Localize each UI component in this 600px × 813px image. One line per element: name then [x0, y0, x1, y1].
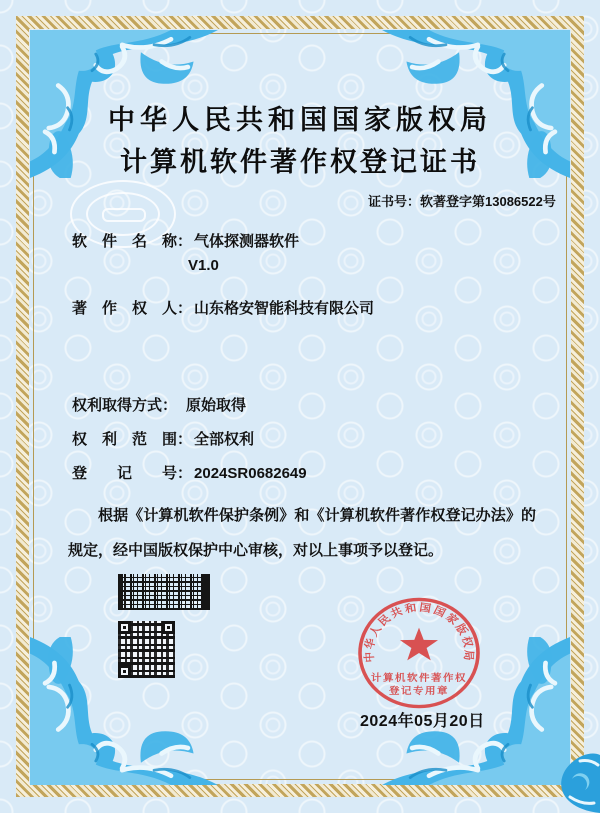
seal-inner-line2: 登记专用章	[389, 686, 449, 697]
registration-number-label: 登 记 号：	[72, 465, 193, 482]
copyright-owner-label: 著 作 权 人：	[72, 300, 193, 317]
field-rights-scope	[72, 428, 254, 449]
qr-finder-icon	[118, 665, 131, 678]
authority-title: 中华人民共和国国家版权局	[108, 105, 492, 135]
software-version-value: V1.0	[188, 257, 219, 274]
registration-statement: 根据《计算机软件保护条例》和《计算机软件著作权登记办法》的规定，经中国版权保护中心审核，对以上事项予以登记。	[68, 507, 536, 559]
star-icon	[400, 628, 438, 661]
field-registration-number	[72, 462, 307, 483]
rights-scope-label: 权 利 范 围：	[72, 431, 193, 448]
wave-decoration-icon	[536, 727, 600, 813]
software-name-label: 软 件 名 称：	[72, 233, 193, 250]
rights-scope-value: 全部权利	[194, 431, 255, 448]
registration-number-value: 2024SR0682649	[194, 465, 307, 482]
field-software-name	[72, 230, 299, 251]
copyright-owner-value: 山东格安智能科技有限公司	[194, 300, 375, 317]
field-acquisition-method	[72, 394, 246, 415]
registration-date: 2024年05月20日	[360, 713, 485, 730]
qr-code-icon	[118, 621, 175, 678]
seal-ring-text: 中华人民共和国国家版权局	[363, 602, 475, 663]
qr-finder-icon	[162, 621, 175, 634]
seal-inner-line1: 计算机软件著作权	[371, 673, 467, 684]
qr-finder-icon	[118, 621, 131, 634]
barcode-icon	[118, 574, 210, 610]
certificate-number	[368, 191, 556, 210]
software-name-value: 气体探测器软件	[194, 233, 300, 250]
certificate-title: 计算机软件著作权登记证书	[120, 147, 480, 177]
certificate-number-label: 证书号：	[368, 194, 421, 209]
field-copyright-owner	[72, 297, 374, 318]
acquisition-method-value: 原始取得	[186, 397, 247, 414]
acquisition-method-label: 权利取得方式：	[72, 397, 178, 414]
official-seal	[354, 594, 484, 712]
certificate-number-value: 软著登字第13086522号	[420, 194, 556, 209]
